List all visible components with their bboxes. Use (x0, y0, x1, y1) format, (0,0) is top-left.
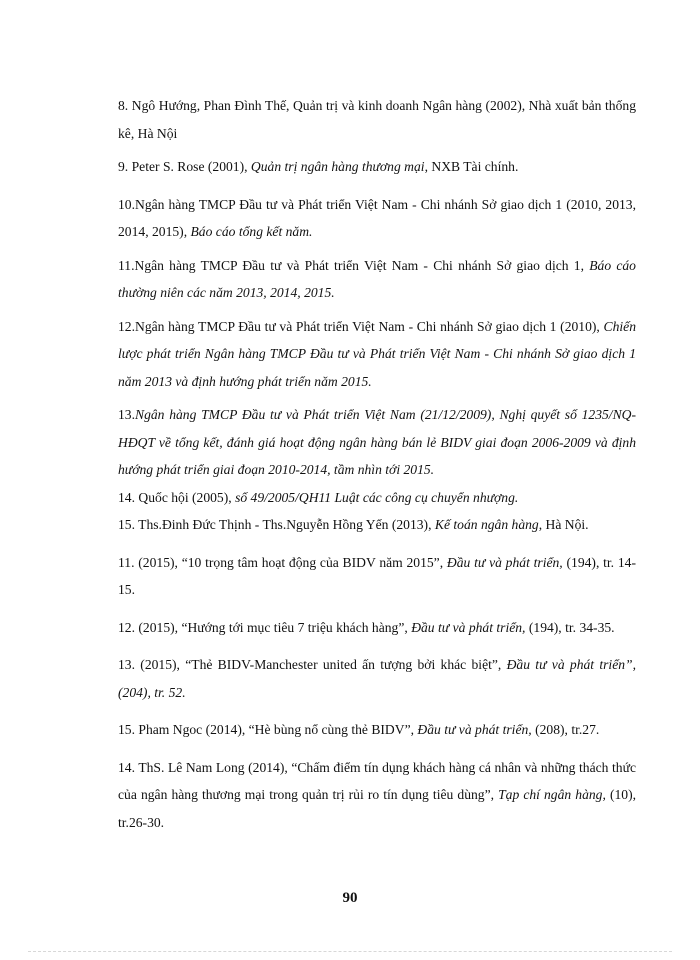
reference-text: Ngân hàng TMCP Đầu tư và Phát triển Việt Nam - Chi nhánh Sở giao dịch 1, (134, 257, 590, 273)
reference-number: 14. (118, 489, 135, 505)
reference-text: ThS. Lê Nam Long (2014), “Chấm điểm tín dụng khách hàng cá nhân và những thách thức của ngân hàng thương mại trong quản trị rủi ro tín dụng tiêu dùng”, (118, 759, 636, 802)
reference-tail: (10), tr.26-30. (118, 787, 637, 830)
reference-number: 8. (118, 98, 129, 113)
reference-item (118, 754, 636, 837)
reference-list (118, 92, 636, 836)
reference-number: 11. (118, 257, 135, 273)
reference-number: 9. (118, 159, 129, 174)
reference-number: 15. (118, 722, 135, 737)
reference-number: 13. (118, 407, 135, 422)
reference-title: Quản trị ngân hàng thương mại (250, 159, 425, 174)
reference-item (118, 252, 636, 307)
reference-text: Ths.Đinh Đức Thịnh - Ths.Nguyễn Hồng Yến (2013), (138, 517, 435, 532)
reference-title: Đầu tư và phát triển, (411, 619, 526, 635)
reference-item (118, 614, 636, 642)
reference-number: 11. (118, 554, 135, 570)
reference-text: (2015), “Hướng tới mục tiêu 7 triệu khách hàng”, (138, 619, 412, 635)
reference-item (118, 313, 636, 396)
reference-title: Báo cáo thường niên các năm 2013, 2014, 2015. (118, 257, 636, 300)
reference-item (118, 92, 636, 147)
reference-text: Ngân hàng TMCP Đầu tư và Phát triển Việt Nam - Chi nhánh Sở giao dịch 1 (2010), (135, 318, 604, 334)
reference-title: Chiến lược phát triển Ngân hàng TMCP Đầu tư và Phát triển Việt Nam - Chi nhánh Sở giao dịch 1 năm 2013 và định hướng phát triển năm 2015. (118, 318, 636, 389)
reference-title: Tạp chí ngân hàng, (498, 787, 606, 802)
reference-number: 15. (118, 517, 135, 532)
reference-text: Ngân hàng TMCP Đầu tư và Phát triển Việt Nam - Chi nhánh Sở giao dịch 1 (2010, 2013, 2014, 2015), (118, 196, 636, 239)
reference-title: số 49/2005/QH11 Luật các công cụ chuyển nhượng. (235, 489, 519, 505)
reference-title: Đầu tư và phát triển”, (204), tr. 52. (118, 657, 636, 700)
reference-title: Ngân hàng TMCP Đầu tư và Phát triển Việt Nam (21/12/2009), Nghị quyết số 1235/NQ-HĐQT về tổng kết, đánh giá hoạt động ngân hàng bán lẻ BIDV giai đoạn 2006-2009 và định hướng phát triển giai đoạn 2010-2014, tầm nhìn tới 2015. (118, 407, 636, 477)
reference-item (118, 484, 636, 512)
page-number: 90 (342, 890, 358, 906)
reference-item (118, 191, 636, 246)
reference-title: Đầu tư và phát triển, (446, 554, 563, 570)
reference-text: Peter S. Rose (2001), (131, 159, 251, 174)
reference-tail: (208), tr.27. (531, 722, 600, 737)
reference-text: (2015), “10 trọng tâm hoạt động của BIDV năm 2015”, (138, 554, 447, 570)
reference-number: 12. (118, 619, 135, 635)
reference-item (118, 651, 636, 706)
reference-tail: , NXB Tài chính. (424, 159, 519, 174)
reference-number: 10. (118, 196, 135, 212)
reference-number: 12. (118, 318, 135, 334)
reference-item (118, 716, 636, 744)
reference-item (118, 549, 636, 604)
reference-tail: (194), tr. 14-15. (118, 554, 636, 597)
reference-text: Ngô Hướng, Phan Đình Thế, Quản trị và kinh doanh Ngân hàng (2002), Nhà xuất bản thống kê, Hà Nội (118, 98, 636, 141)
reference-text: Quốc hội (2005), (138, 489, 236, 505)
reference-text: Pham Ngoc (2014), “Hè bùng nổ cùng thẻ BIDV”, (138, 722, 418, 737)
reference-tail: , Hà Nội. (538, 517, 589, 532)
reference-tail: (194), tr. 34-35. (525, 619, 615, 635)
reference-number: 13. (118, 657, 135, 672)
reference-item (118, 401, 636, 484)
reference-number: 14. (118, 759, 135, 775)
reference-item (118, 153, 636, 181)
reference-text: (2015), “Thẻ BIDV-Manchester united ấn tượng bởi khác biệt”, (140, 657, 507, 672)
reference-title: Kế toán ngân hàng (434, 517, 539, 532)
reference-title: Báo cáo tổng kết năm. (190, 224, 313, 239)
reference-title: Đầu tư và phát triển, (417, 722, 532, 737)
reference-item (118, 511, 636, 539)
